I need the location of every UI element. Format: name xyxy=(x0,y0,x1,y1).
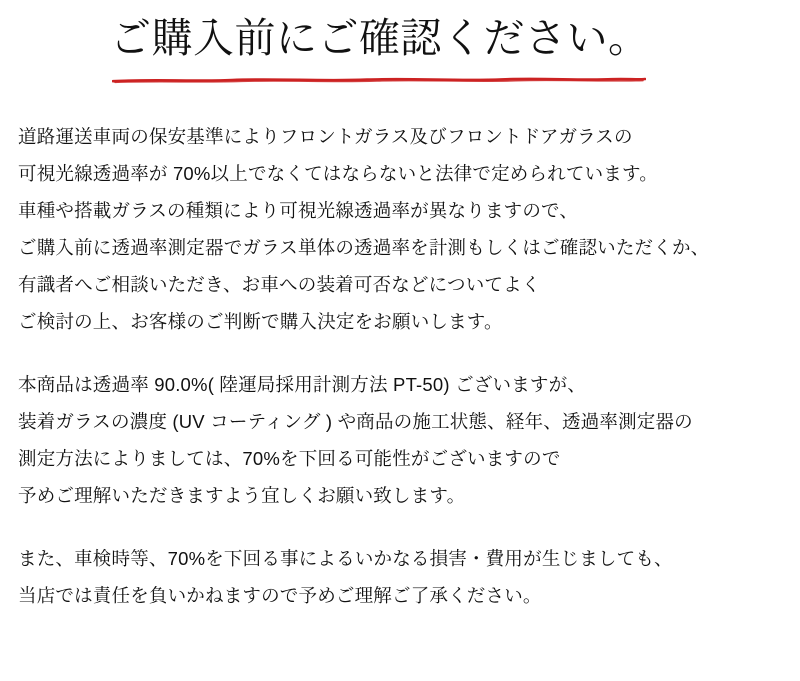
notice-body xyxy=(18,118,784,614)
paragraph-line: 当店では責任を負いかねますので予めご理解ご了承ください。 xyxy=(18,585,542,606)
paragraph-line: ご購入前に透過率測定器でガラス単体の透過率を計測もしくはご確認いただくか、 xyxy=(18,237,710,258)
paragraph-line: 予めご理解いただきますよう宜しくお願い致します。 xyxy=(18,485,466,506)
paragraph-line: 車種や搭載ガラスの種類により可視光線透過率が異なりますので、 xyxy=(18,200,579,221)
page-heading xyxy=(110,14,670,62)
paragraph-line: 有識者へご相談いただき、お車への装着可否などについてよく xyxy=(18,274,541,295)
paragraph-line: 本商品は透過率 90.0%( 陸運局採用計測方法 PT-50) ございますが、 xyxy=(18,374,586,395)
paragraph-liability-notice xyxy=(18,540,784,614)
paragraph-product-spec xyxy=(18,366,784,514)
paragraph-line: 装着ガラスの濃度 (UV コーティング ) や商品の施工状態、経年、透過率測定器の xyxy=(18,411,693,432)
paragraph-line: ご検討の上、お客様のご判断で購入決定をお願いします。 xyxy=(18,311,503,332)
paragraph-line: また、車検時等、70%を下回る事によるいかなる損害・費用が生じましても、 xyxy=(18,548,673,569)
paragraph-line: 測定方法によりましては、70%を下回る可能性がございますので xyxy=(18,448,561,469)
paragraph-legal-notice xyxy=(18,118,784,340)
paragraph-line: 道路運送車両の保安基準によりフロントガラス及びフロントドアガラスの xyxy=(18,126,633,147)
heading-underline-brush-icon xyxy=(112,76,646,82)
page-title: ご購入前にご確認ください。 xyxy=(110,15,650,61)
paragraph-line: 可視光線透過率が 70%以上でなくてはならないと法律で定められています。 xyxy=(18,163,658,184)
